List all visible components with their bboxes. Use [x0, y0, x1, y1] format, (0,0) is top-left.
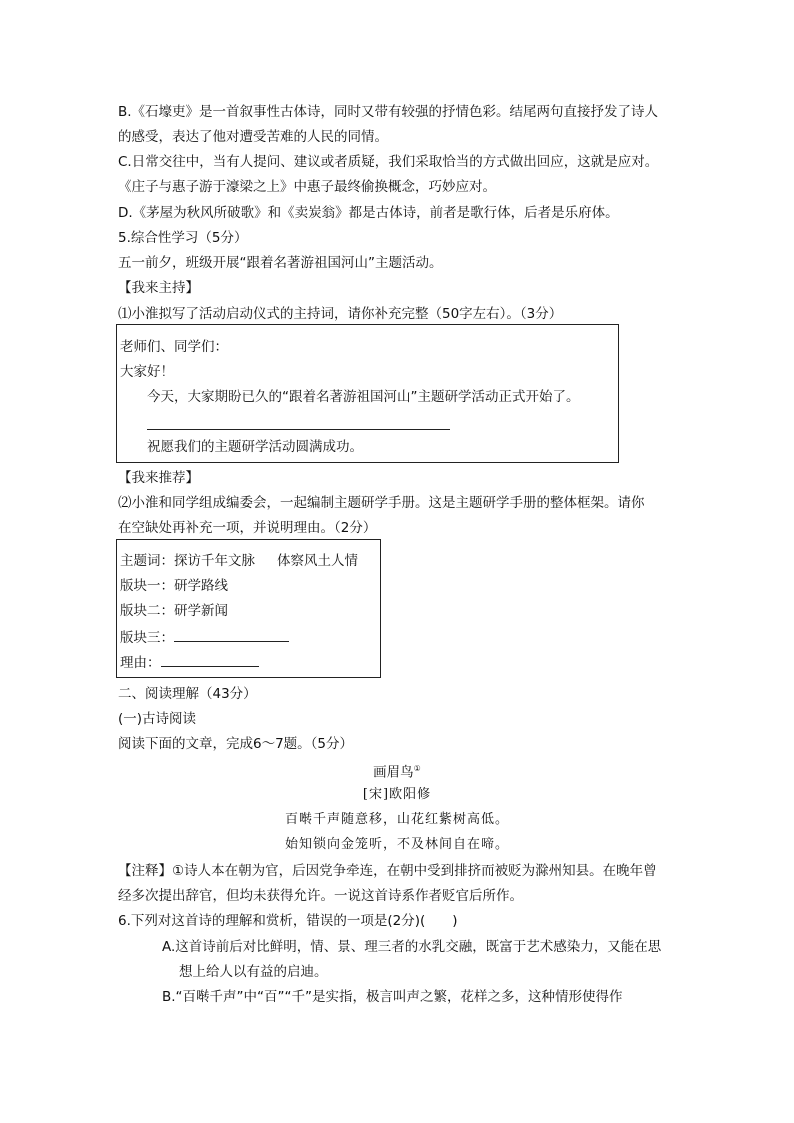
q6-option-a-line2: 想上给人以有益的启迪。	[179, 964, 328, 980]
host-question: ⑴小淮拟写了活动启动仪式的主持词，请你补充完整（50字左右）。（3分）	[118, 306, 563, 322]
q6-option-b-line1: B.“百啭千声”中“百”“千”是实指，极言叫声之繁，花样之多，这种情形使得作	[162, 989, 623, 1005]
section-three	[120, 628, 289, 647]
theme-words	[120, 552, 358, 570]
poem-title	[0, 760, 794, 782]
section-two: 版块二：研学新闻	[120, 603, 228, 619]
question-6: 6.下列对这首诗的理解和赏析，错误的一项是(2分)( )	[118, 913, 458, 929]
poem-line-2: 始知锁向金笼听，不及林间自在啼。	[284, 837, 509, 852]
poem-title-text: 画眉鸟	[373, 764, 414, 781]
poem-author: [宋]欧阳修	[362, 787, 432, 802]
option-c-line2: 《庄子与惠子游于濠梁之上》中惠子最终偷换概念，巧妙应对。	[118, 179, 496, 195]
host-closing: 祝愿我们的主题研学活动圆满成功。	[147, 439, 363, 455]
classical-poetry-subtitle: (一)古诗阅读	[118, 711, 197, 727]
reading-instruction: 阅读下面的文章，完成6～7题。（5分）	[118, 736, 354, 752]
poem-note-mark: ①	[413, 764, 421, 773]
host-greeting-2: 大家好！	[120, 364, 174, 380]
annotation-line1: 【注释】①诗人本在朝为官，后因党争牵连，在朝中受到排挤而被贬为滁州知县。在晚年曾	[118, 863, 657, 879]
recommend-heading: 【我来推荐】	[118, 470, 199, 486]
recommend-question-line2: 在空缺处再补充一项，并说明理由。（2分）	[118, 520, 377, 536]
theme-words-part2: 体察风土人情	[277, 553, 358, 569]
option-d-line1: D.《茅屋为秋风所破歌》和《卖炭翁》都是古体诗，前者是歌行体，后者是乐府体。	[118, 205, 619, 221]
option-b-line1: B.《石壕吏》是一首叙事性古体诗，同时又带有较强的抒情色彩。结尾两句直接抒发了诗人	[118, 104, 659, 120]
section-one: 版块一：研学路线	[120, 578, 228, 594]
recommend-question-line1: ⑵小淮和同学组成编委会，一起编制主题研学手册。这是主题研学手册的整体框架。请你	[118, 495, 645, 511]
section-three-blank[interactable]	[174, 628, 289, 642]
q6-option-a-line1: A.这首诗前后对比鲜明，情、景、理三者的水乳交融，既富于艺术感染力，又能在思	[162, 939, 662, 955]
reason-blank[interactable]	[161, 653, 259, 667]
option-c-line1: C.日常交往中，当有人提问、建议或者质疑，我们采取恰当的方式做出回应，这就是应对。	[118, 154, 659, 170]
poem-line-1: 百啭千声随意移，山花红紫树高低。	[284, 812, 509, 827]
q5-intro: 五一前夕，班级开展“跟着名著游祖国河山”主题活动。	[118, 255, 443, 271]
host-greeting-1: 老师们、同学们：	[120, 339, 228, 355]
host-paragraph: 今天，大家期盼已久的“跟着名著游祖国河山”主题研学活动正式开始了。	[147, 389, 580, 405]
annotation-line2: 经多次提出辞官，但均未获得允许。一说这首诗系作者贬官后所作。	[118, 888, 523, 904]
theme-words-part1: 主题词：探访千年文脉	[120, 553, 255, 569]
reason-row	[120, 653, 259, 672]
host-heading: 【我来主持】	[118, 280, 199, 296]
section-three-label: 版块三：	[120, 630, 174, 646]
section-two-title: 二、阅读理解（43分）	[118, 686, 257, 702]
reason-label: 理由：	[120, 655, 161, 671]
handbook-frame-box	[116, 539, 381, 678]
host-speech-box	[116, 324, 619, 463]
option-b-line2: 的感受，表达了他对遭受苦难的人民的同情。	[118, 129, 388, 145]
q5-title: 5.综合性学习（5分）	[118, 230, 248, 246]
host-answer-blank[interactable]	[147, 429, 450, 430]
